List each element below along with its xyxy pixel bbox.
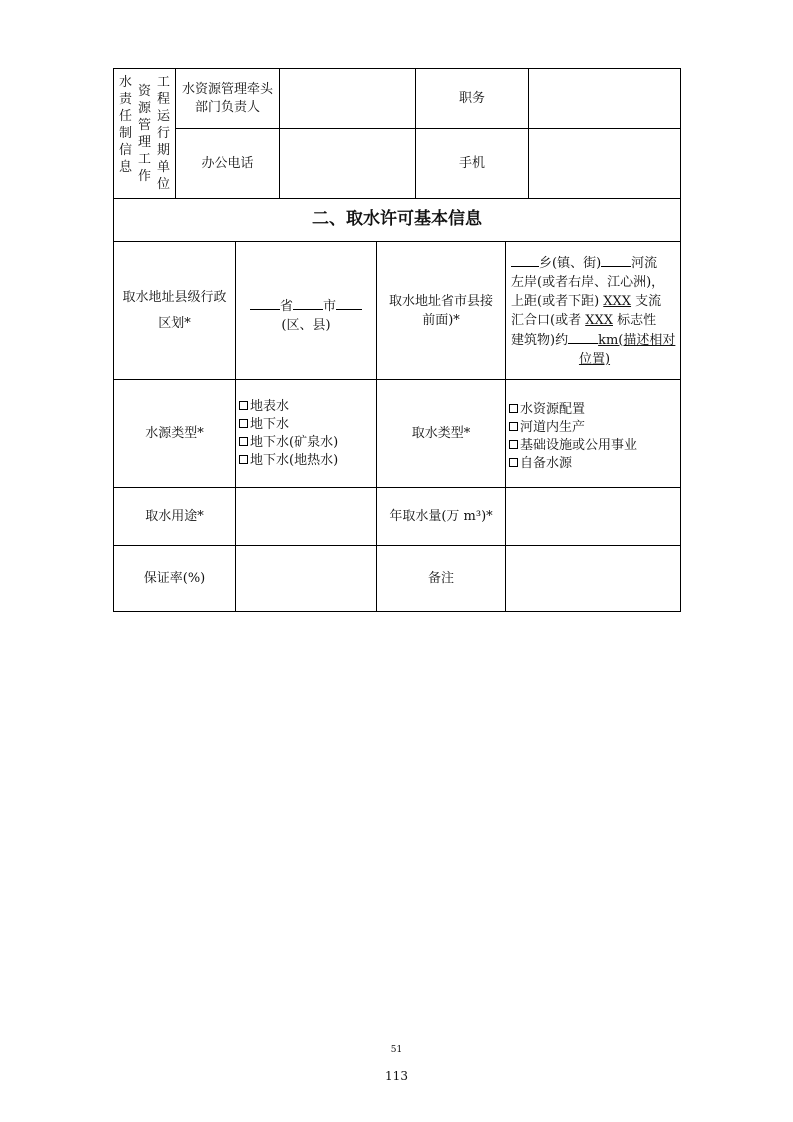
- county-field[interactable]: 省 市 (区、县): [236, 242, 377, 380]
- river-blank[interactable]: [601, 253, 631, 267]
- distance-blank[interactable]: [568, 330, 598, 344]
- mobile-label: 手机: [416, 129, 529, 199]
- position-field[interactable]: [529, 69, 681, 129]
- position-label: 职务: [416, 69, 529, 129]
- section-title: [114, 199, 681, 242]
- manager-name-field[interactable]: [280, 69, 416, 129]
- usage-label: 取水用途*: [114, 488, 236, 546]
- responsibility-category-text: 水 责 任 制 信 息 资 源 管 理 工 作 工 程 运 行 期 单 位: [118, 75, 171, 192]
- checkbox-icon[interactable]: [239, 437, 248, 446]
- annual-volume-label: 年取水量(万 m³)*: [377, 488, 506, 546]
- district-suffix: (区、县): [281, 318, 331, 333]
- remarks-label: 备注: [377, 546, 506, 612]
- usage-field[interactable]: [236, 488, 377, 546]
- district-blank[interactable]: [336, 296, 362, 310]
- checkbox-icon[interactable]: [509, 422, 518, 431]
- checkbox-icon[interactable]: [239, 455, 248, 464]
- water-source-option[interactable]: 地下水(矿泉水): [239, 434, 376, 452]
- province-blank[interactable]: [250, 296, 280, 310]
- address-field[interactable]: 乡(镇、街) 河流 左岸(或者右岸、江心洲)， 上距(或者下距) XXX 支流 汇合口(或者 XXX 标志性 建筑物)约 km(描述相对 位置): [506, 242, 681, 380]
- office-phone-label: 办公电话: [176, 129, 280, 199]
- checkbox-icon[interactable]: [239, 419, 248, 428]
- water-source-options: [236, 380, 377, 488]
- annual-volume-field[interactable]: [506, 488, 681, 546]
- checkbox-icon[interactable]: [509, 440, 518, 449]
- intake-type-option[interactable]: 自备水源: [509, 455, 680, 473]
- checkbox-icon[interactable]: [509, 458, 518, 467]
- page-number: 113: [385, 1069, 408, 1083]
- county-label: 取水地址县级行政区划*: [114, 242, 236, 380]
- intake-type-option[interactable]: 水资源配置: [509, 401, 680, 419]
- guarantee-label: 保证率(%): [114, 546, 236, 612]
- responsibility-table: [113, 68, 681, 199]
- water-source-option[interactable]: 地表水: [239, 398, 376, 416]
- office-phone-field[interactable]: [280, 129, 416, 199]
- checkbox-icon[interactable]: [239, 401, 248, 410]
- remarks-field[interactable]: [506, 546, 681, 612]
- permit-info-table: [113, 198, 681, 612]
- manager-label: 水资源管理牵头部门负责人: [176, 69, 280, 129]
- intake-type-option[interactable]: 基础设施或公用事业: [509, 437, 680, 455]
- water-source-label: 水源类型*: [114, 380, 236, 488]
- responsibility-category-cell: [114, 69, 176, 199]
- intake-type-option[interactable]: 河道内生产: [509, 419, 680, 437]
- address-label: 取水地址省市县接前面)*: [377, 242, 506, 380]
- city-blank[interactable]: [293, 296, 323, 310]
- mobile-field[interactable]: [529, 129, 681, 199]
- township-blank[interactable]: [511, 253, 539, 267]
- intake-type-label: 取水类型*: [377, 380, 506, 488]
- page-number-small: 51: [390, 1045, 403, 1055]
- checkbox-icon[interactable]: [509, 404, 518, 413]
- water-source-option[interactable]: 地下水(地热水): [239, 452, 376, 470]
- section-title-text: 二、取水许可基本信息: [312, 209, 482, 229]
- intake-type-options: [506, 380, 681, 488]
- water-source-option[interactable]: 地下水: [239, 416, 376, 434]
- guarantee-field[interactable]: [236, 546, 377, 612]
